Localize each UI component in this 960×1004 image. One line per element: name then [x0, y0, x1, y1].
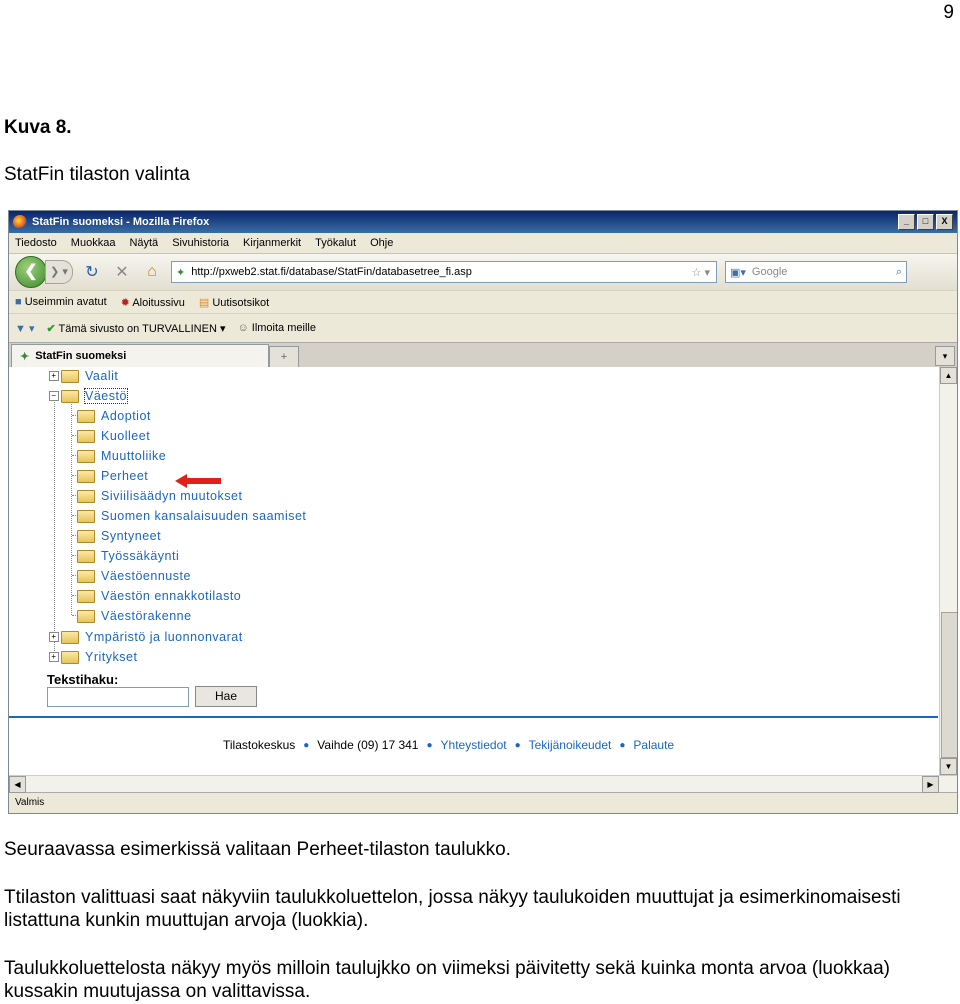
footer-link-contacts[interactable]: Yhteystiedot	[440, 738, 507, 752]
scroll-left-button[interactable]: ◀	[9, 776, 26, 793]
folder-icon	[77, 550, 95, 563]
bullet-icon: ●	[303, 739, 310, 751]
menu-view[interactable]: Näytä	[129, 237, 159, 249]
window-titlebar	[9, 211, 957, 233]
bullet-icon: ●	[619, 739, 626, 751]
check-icon: ✔	[46, 322, 56, 335]
bookmark-most-visited[interactable]: ■ Useimmin avatut	[15, 296, 107, 308]
wifi-icon[interactable]: ▼ ▾	[15, 322, 35, 335]
site-footer	[223, 738, 674, 752]
tree-node-vaesto[interactable]	[49, 387, 127, 405]
text-search-label: Tekstihaku:	[47, 672, 119, 687]
tree-node-label[interactable]: Suomen kansalaisuuden saamiset	[101, 509, 307, 523]
paragraph-3: Taulukkoluettelosta näkyy myös milloin taulujkko on viimeksi päivitetty sekä kuinka monta arvoa (luokkaa) kussakin muutujassa on valittavissa.	[4, 958, 891, 1002]
tree-node-label[interactable]: Syntyneet	[101, 529, 162, 543]
tree-node-label[interactable]: Yritykset	[85, 650, 138, 664]
menu-bar	[9, 233, 957, 253]
site-icon: ✦	[20, 350, 30, 363]
home-icon[interactable]: ⌂	[147, 263, 157, 280]
tree-node-label[interactable]: Työssäkäynti	[101, 549, 180, 563]
reload-icon[interactable]: ↻	[85, 264, 99, 281]
figure-caption-subtitle: StatFin tilaston valinta	[4, 164, 190, 185]
expand-icon[interactable]: +	[49, 632, 59, 642]
status-bar	[9, 792, 957, 811]
users-icon: ☺	[237, 322, 249, 334]
scroll-down-button[interactable]: ▼	[940, 758, 957, 775]
tree-node-ymparisto[interactable]	[49, 628, 243, 646]
tree-child-muuttoliike[interactable]	[77, 447, 166, 465]
minimize-button[interactable]: _	[898, 214, 915, 230]
footer-link-copyright[interactable]: Tekijänoikeudet	[528, 738, 612, 752]
close-button[interactable]: X	[936, 214, 953, 230]
horizontal-scrollbar[interactable]	[9, 775, 957, 792]
tree-child-kuolleet[interactable]	[77, 427, 150, 445]
report-link[interactable]: ☺ Ilmoita meille	[237, 322, 316, 334]
folder-icon	[77, 410, 95, 423]
search-icon[interactable]: ⌕	[895, 265, 902, 278]
tree-child-tyossakaynti[interactable]	[77, 547, 179, 565]
menu-bookmarks[interactable]: Kirjanmerkit	[243, 237, 302, 249]
folder-icon	[77, 530, 95, 543]
bookmark-icon: ✹	[120, 296, 130, 309]
tree-child-vaestorakenne[interactable]	[77, 607, 192, 625]
tab-strip	[9, 342, 957, 367]
footer-link-feedback[interactable]: Palaute	[633, 738, 675, 752]
folder-icon	[77, 590, 95, 603]
tree-node-label[interactable]: Siviilisäädyn muutokset	[101, 489, 243, 503]
search-button[interactable]: Hae	[195, 686, 257, 707]
paragraph-2: Ttilaston valittuasi saat näkyviin taulukkoluettelon, jossa näkyy taulukoiden muuttujat ja esimerkinomaisesti listattuna kunkin muuttujan arvoja (luokkia).	[4, 887, 901, 931]
window-title: StatFin suomeksi - Mozilla Firefox	[32, 216, 210, 228]
menu-history[interactable]: Sivuhistoria	[172, 237, 230, 249]
tree-child-vaestoennuste[interactable]	[77, 567, 191, 585]
folder-icon	[77, 610, 95, 623]
bookmark-headlines[interactable]: ▤ Uutisotsikot	[198, 296, 270, 309]
tree-node-label[interactable]: Kuolleet	[101, 429, 151, 443]
vertical-scrollbar[interactable]	[939, 367, 957, 775]
bullet-icon: ●	[514, 739, 521, 751]
bookmark-icon: ■	[15, 296, 22, 308]
tree-line	[54, 397, 55, 659]
tree-node-vaalit[interactable]	[49, 367, 118, 385]
forward-button[interactable]: ❯ ▾	[45, 260, 73, 284]
tree-node-label[interactable]: Väestörakenne	[101, 609, 192, 623]
scroll-thumb[interactable]	[941, 612, 958, 758]
page-content	[9, 367, 957, 775]
site-icon: ✦	[176, 266, 186, 279]
tree-child-syntyneet[interactable]	[77, 527, 161, 545]
tree-child-siviilisaady[interactable]	[77, 487, 242, 505]
tree-node-label[interactable]: Adoptiot	[101, 409, 151, 423]
search-bar[interactable]	[725, 261, 907, 283]
menu-edit[interactable]: Muokkaa	[70, 237, 116, 249]
addon-toolbar	[9, 313, 957, 342]
tree-node-label[interactable]: Väestöennuste	[101, 569, 191, 583]
url-bar[interactable]	[171, 261, 717, 283]
open-folder-icon	[61, 390, 79, 403]
expand-icon[interactable]: +	[49, 371, 59, 381]
tab-statfin[interactable]: ✦ StatFin suomeksi	[11, 344, 269, 367]
scroll-up-button[interactable]: ▲	[940, 367, 957, 384]
tree-node-label[interactable]: Ympäristö ja luonnonvarat	[85, 630, 243, 644]
paragraph-1: Seuraavassa esimerkissä valitaan Perheet-tilaston taulukko.	[4, 839, 511, 860]
folder-icon	[61, 370, 79, 383]
scroll-right-button[interactable]: ▶	[922, 776, 939, 793]
folder-icon	[77, 430, 95, 443]
footer-org: Tilastokeskus	[223, 738, 296, 752]
bookmark-home[interactable]: ✹ Aloitussivu	[120, 296, 185, 309]
folder-icon	[61, 631, 79, 644]
search-placeholder[interactable]: Google	[751, 266, 788, 278]
rss-icon: ▤	[198, 296, 210, 309]
tree-node-yritykset[interactable]	[49, 648, 137, 666]
folder-icon	[61, 651, 79, 664]
figure-caption-title: Kuva 8.	[4, 117, 72, 138]
status-text: Valmis	[15, 796, 45, 808]
new-tab-button[interactable]: +	[269, 346, 299, 367]
bullet-icon: ●	[426, 739, 433, 751]
tree-child-adoptiot[interactable]	[77, 407, 151, 425]
folder-icon	[77, 490, 95, 503]
menu-file[interactable]: Tiedosto	[15, 237, 57, 249]
tree-node-label[interactable]: Väestön ennakkotilasto	[101, 589, 242, 603]
folder-icon	[77, 450, 95, 463]
firefox-icon	[13, 215, 27, 229]
menu-tools[interactable]: Työkalut	[315, 237, 357, 249]
text-search-input[interactable]	[47, 687, 189, 707]
page-number: 9	[943, 2, 954, 23]
navigation-toolbar	[9, 253, 957, 290]
footer-divider	[9, 716, 938, 718]
browser-window	[8, 210, 958, 814]
tree-node-label[interactable]: Väestö	[85, 389, 127, 403]
folder-icon	[77, 510, 95, 523]
folder-icon	[77, 470, 95, 483]
collapse-icon[interactable]: −	[49, 391, 59, 401]
stop-icon[interactable]: ✕	[115, 264, 129, 281]
red-arrow-pointer	[175, 474, 221, 488]
back-button[interactable]: ❮	[15, 256, 47, 288]
folder-icon	[77, 570, 95, 583]
tree-child-ennakkotilasto[interactable]	[77, 587, 241, 605]
tree-node-label[interactable]: Perheet	[101, 469, 149, 483]
bookmarks-toolbar	[9, 290, 957, 313]
star-icon[interactable]: ☆ ▾	[691, 266, 710, 279]
tree-child-perheet[interactable]	[77, 467, 148, 485]
menu-help[interactable]: Ohje	[370, 237, 394, 249]
tree-node-label[interactable]: Muuttoliike	[101, 449, 167, 463]
google-icon[interactable]: ▣▾	[730, 266, 746, 279]
maximize-button[interactable]: □	[917, 214, 934, 230]
security-indicator[interactable]: ✔ Tämä sivusto on TURVALLINEN ▾	[46, 322, 226, 335]
tree-node-label[interactable]: Vaalit	[85, 369, 119, 383]
url-text[interactable]: http://pxweb2.stat.fi/database/StatFin/databasetree_fi.asp	[191, 266, 472, 278]
tree-child-kansalaisuus[interactable]	[77, 507, 306, 525]
tab-list-button[interactable]: ▾	[935, 346, 955, 366]
footer-phone: Vaihde (09) 17 341	[317, 738, 419, 752]
expand-icon[interactable]: +	[49, 652, 59, 662]
